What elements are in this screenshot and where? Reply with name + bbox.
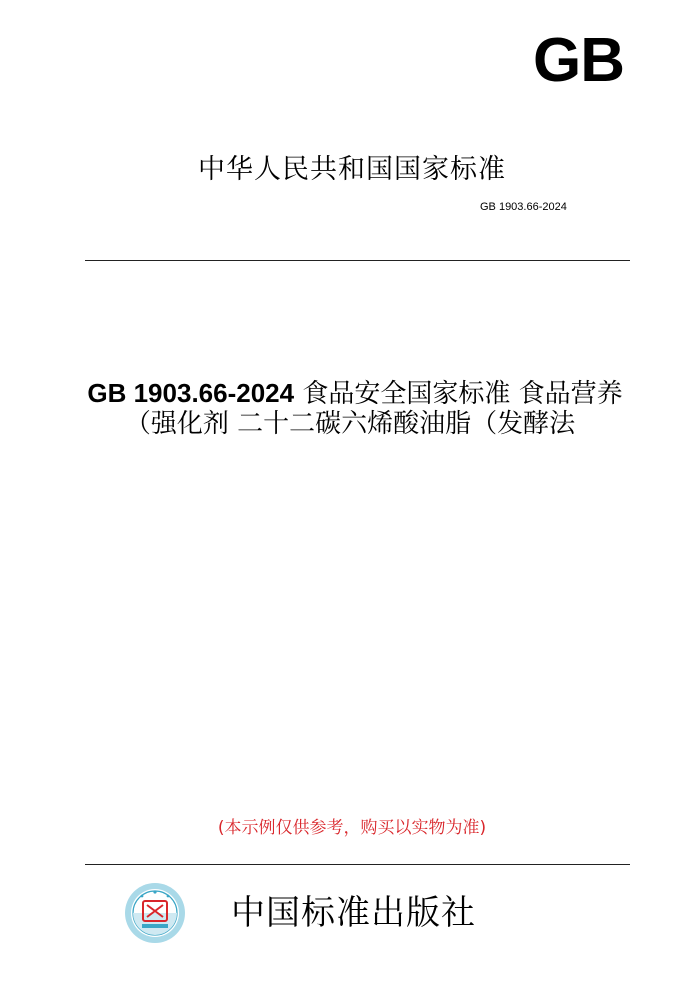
title-text-2: （强化剂 二十二碳六烯酸油脂（发酵法 (124, 409, 576, 439)
national-standard-heading: 中华人民共和国国家标准 (198, 154, 506, 185)
bottom-divider (85, 864, 630, 865)
standard-code-label: GB 1903.66-2024 (480, 201, 567, 213)
publisher-name: 中国标准出版社 (231, 893, 476, 933)
document-title-line-2 (0, 409, 700, 440)
publisher-seal-icon (124, 882, 186, 944)
title-standard-code: GB 1903.66-2024 (87, 378, 295, 408)
sample-disclaimer: (本示例仅供参考，购买以实物为准) (217, 818, 487, 838)
title-text-1: 食品安全国家标准 食品营养 (302, 379, 623, 409)
gb-logo: GB (533, 26, 624, 95)
document-title-line-1 (0, 378, 700, 410)
top-divider (85, 260, 630, 261)
